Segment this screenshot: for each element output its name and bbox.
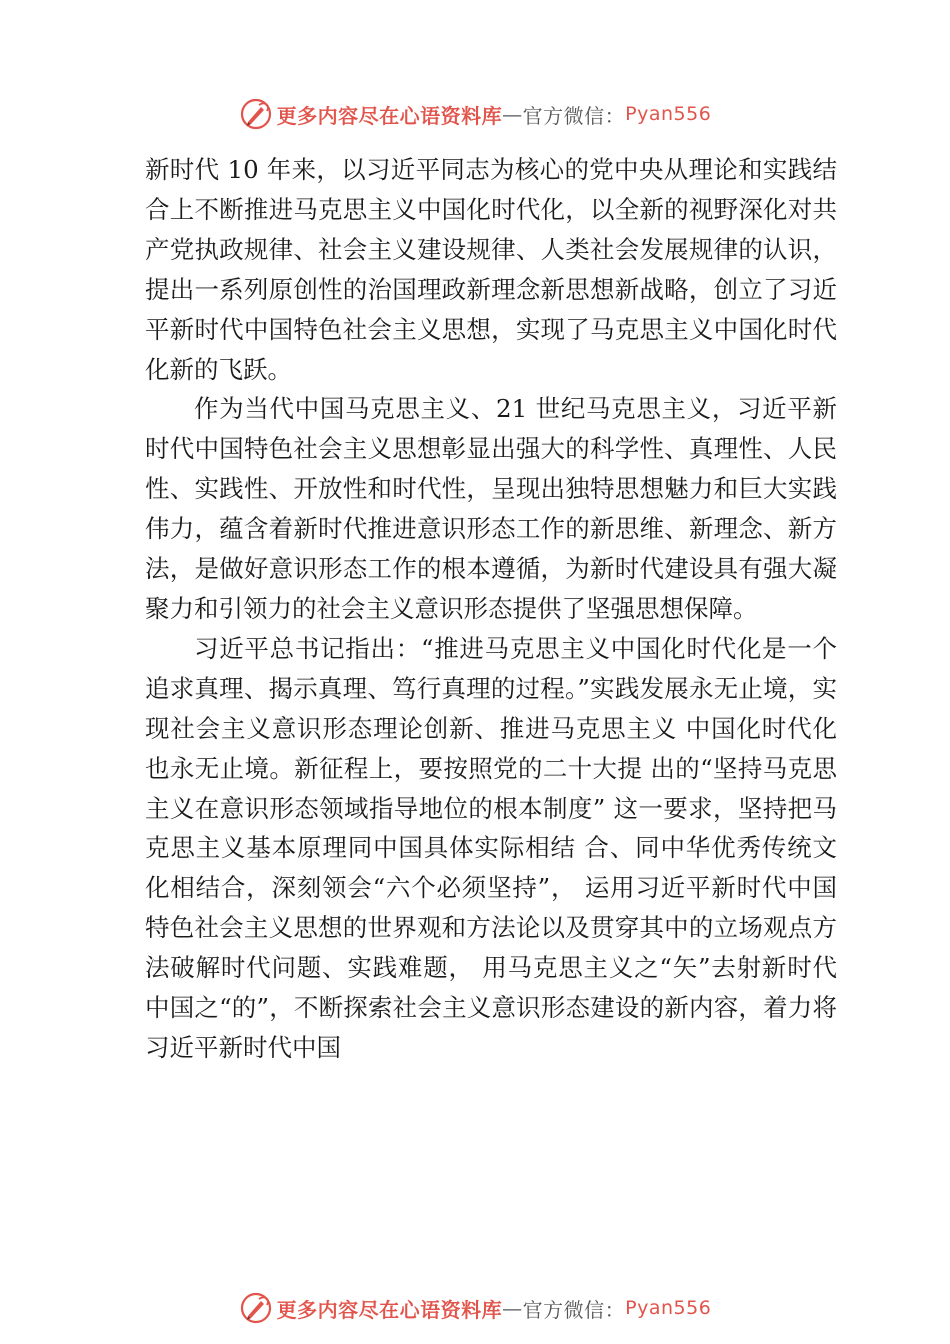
- banner-title: 更多内容尽在心语资料库: [276, 103, 503, 128]
- banner-dash: —: [502, 102, 523, 126]
- paragraph-3: 习近平总书记指出：“推进马克思主义中国化时代化是一个追求真理、揭示真理、笃行真理的过程。”实践发展永无止境，实现社会主义意识形态理论创新、推进马克思主义 中国化时代化也永无止境。新征程上，要按照党的二十大提 出的“坚持马克思主义在意识形态领域指导地位的根本制度” 这一要求，坚持把马克思主义基本原理同中国具体实际相结 合、同中华优秀传统文化相结合，深刻领会“六个必须坚持”， 运用习近平新时代中国特色社会主义思想的世界观和方法论以及贯穿其中的立场观点方法破解时代问题、实践难题， 用马克思主义之“矢”去射新时代中国之“的”，不断探索社会主义意识形态建设的新内容，着力将习近平新时代中国: [145, 633, 837, 1062]
- footer-banner-wechat-id: Pyan556: [625, 1297, 712, 1319]
- footer-banner-dash: —: [502, 1296, 523, 1320]
- paragraph-1: 新时代 10 年来，以习近平同志为核心的党中央从理论和实践结合上不断推进马克思主义中国化时代化，以全新的视野深化对共产党执政规律、社会主义建设规律、人类社会发展规律的认识，提出一系列原创性的治国理政新理念新思想新战略，创立了习近平新时代中国特色社会主义思想，实现了马克思主义中国化时代化新的飞跃。: [145, 155, 837, 384]
- footer-banner-wechat-label: 官方微信：: [522, 1297, 626, 1322]
- pen-logo-icon: [239, 97, 273, 131]
- footer-banner: [0, 1288, 950, 1328]
- document-body: [145, 150, 837, 1068]
- header-banner: [0, 94, 950, 134]
- footer-banner-title: 更多内容尽在心语资料库: [276, 1297, 503, 1322]
- pen-logo-icon: [239, 1291, 273, 1325]
- banner-wechat-label: 官方微信：: [522, 103, 626, 128]
- banner-wechat-id: Pyan556: [625, 103, 712, 125]
- paragraph-2: 作为当代中国马克思主义、21 世纪马克思主义，习近平新时代中国特色社会主义思想彰显出强大的科学性、真理性、人民性、实践性、开放性和时代性，呈现出独特思想魅力和巨大实践伟力，蕴含着新时代推进意识形态工作的新思维、新理念、新方法，是做好意识形态工作的根本遵循，为新时代建设具有强大凝聚力和引领力的社会主义意识形态提供了坚强思想保障。: [145, 394, 837, 623]
